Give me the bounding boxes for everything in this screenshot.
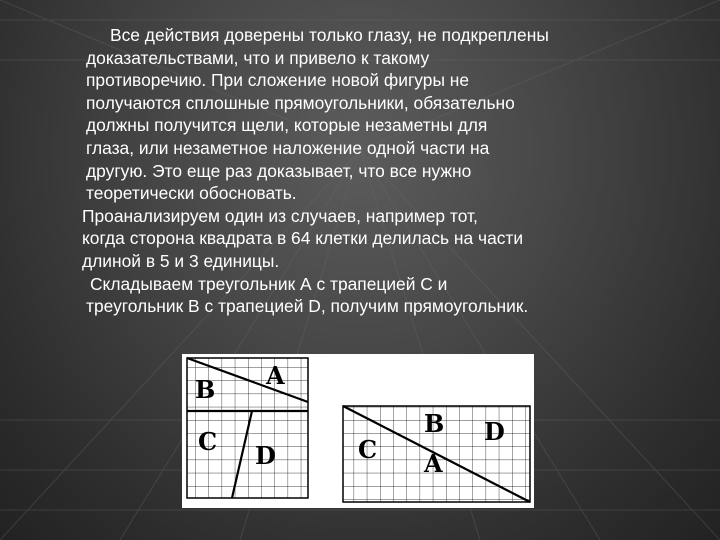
label-a-right: A: [424, 449, 443, 478]
label-b-right: B: [424, 409, 445, 438]
label-b-left: B: [195, 375, 216, 404]
label-a-left: A: [266, 361, 285, 390]
label-d-right: D: [484, 417, 505, 446]
slide-text: [82, 24, 646, 318]
paragraph-analysis: Проанализируем один из случаев, например тот, когда сторона квадрата в 64 клетки делилась на части длиной в 5 и 3 единицы.: [82, 205, 524, 271]
paragraph-assembly: Складываем треугольник А с трапецией С и треугольник В с трапецией D, получим прямоугольник.: [86, 273, 529, 317]
geometry-figure: [182, 354, 534, 508]
right-rectangle: [343, 406, 530, 502]
figure-drawing: [182, 354, 534, 508]
label-d-left: D: [255, 441, 276, 470]
label-c-right: C: [358, 435, 378, 464]
paragraph-conclusion: Все действия доверены только глазу, не подкреплены доказательствами, что и привело к такому противоречию. При сложение новой фигуры не получаются сплошные прямоугольники, обязательно должны получится щели, которые незаметны для глаза, или незаметное наложение одной части на другую. Это еще раз доказывает, что все нужно теоретически обосновать.: [86, 25, 549, 204]
label-c-left: C: [198, 427, 218, 456]
left-square: [187, 358, 308, 498]
